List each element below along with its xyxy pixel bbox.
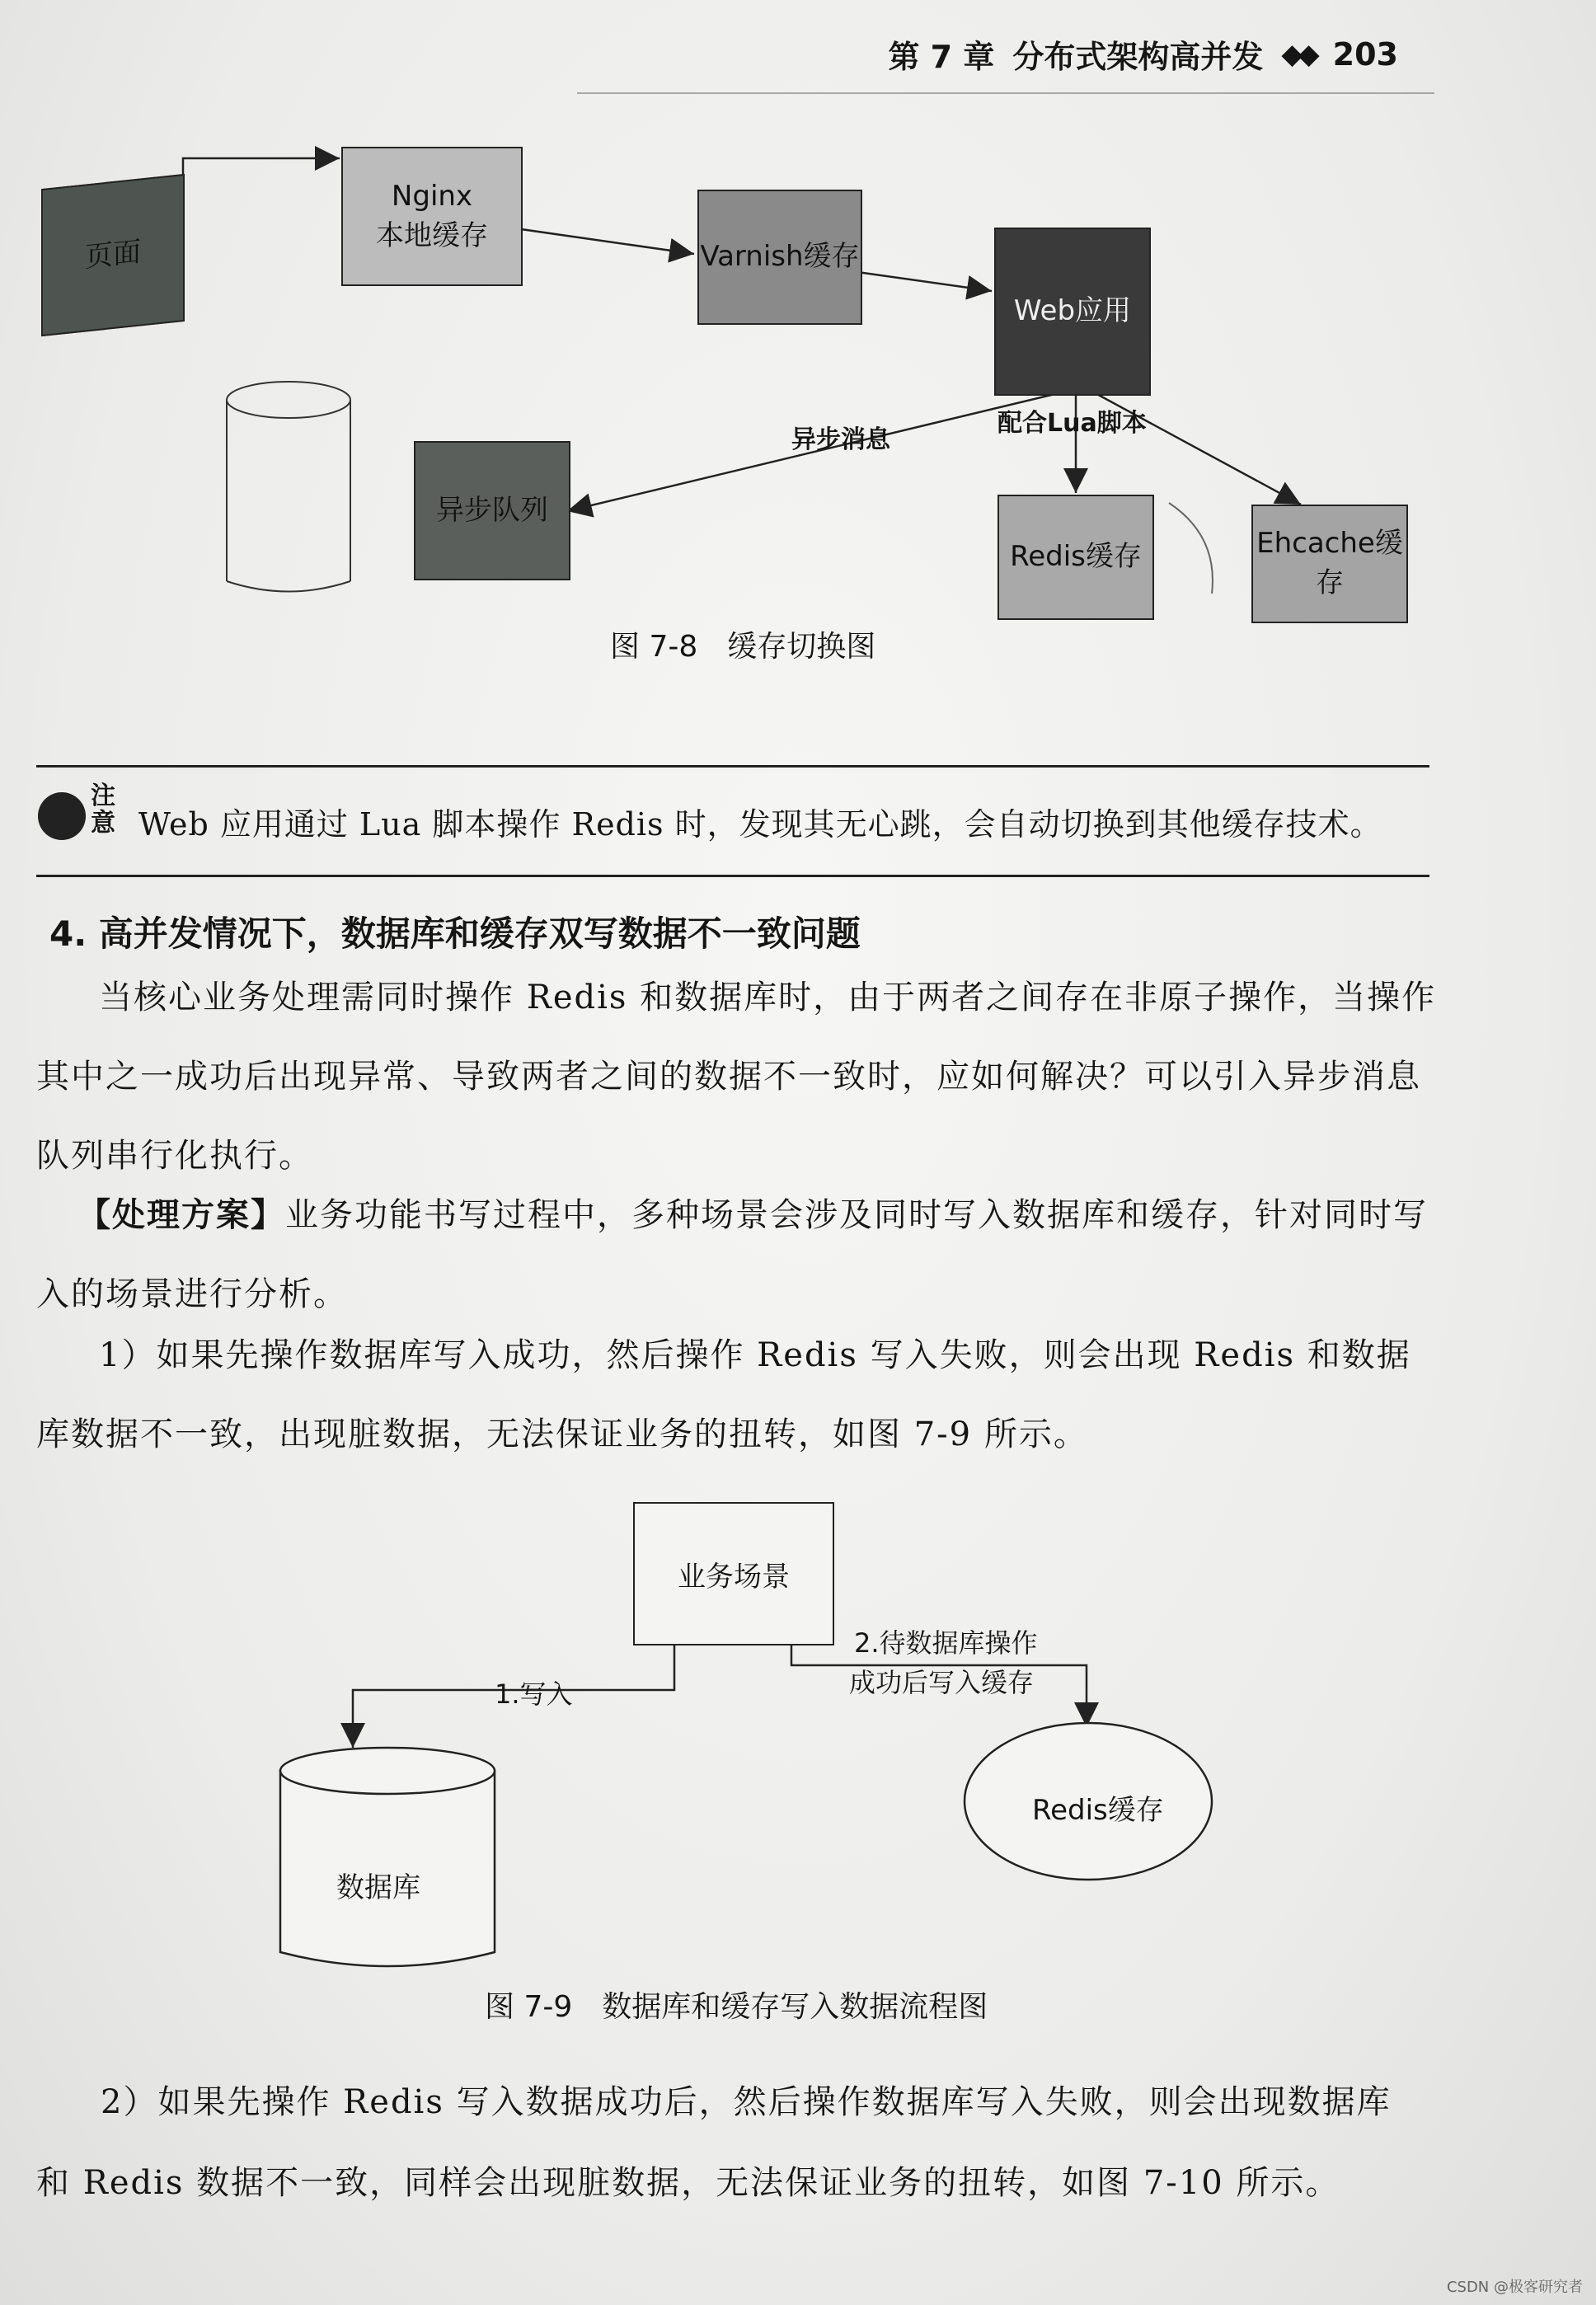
item-2-line-2: 和 Redis 数据不一致，同样会出现脏数据，无法保证业务的扭转，如图 7-10 所示。 xyxy=(36,2164,1340,2202)
watermark: CSDN @极客研究者 xyxy=(1446,2279,1583,2296)
note-icon xyxy=(38,792,86,840)
item-2-line-1: 2）如果先操作 Redis 写入数据成功后，然后操作数据库写入失败，则会出现数据库 xyxy=(101,2083,1392,2121)
edge-label-write: 1.写入 xyxy=(495,1678,573,1710)
edge-label-async-message: 异步消息 xyxy=(791,425,890,454)
section-paragraph-1: 当核心业务处理需同时操作 Redis 和数据库时，由于两者之间存在非原子操作，当操作其中之一成功后出现异常、导致两者之间的数据不一致时，应如何解决？可以引入异步消息队列串行化执行。 xyxy=(36,979,1437,1175)
redis-cache-node: Redis缓存 xyxy=(998,495,1154,620)
page-node: 页面 xyxy=(41,174,185,336)
figure-7-9-caption: 图 7-9 数据库和缓存写入数据流程图 xyxy=(485,1990,988,2024)
edge-label-after-db-1: 2.待数据库操作 xyxy=(854,1627,1038,1659)
page-number: 203 xyxy=(1332,35,1398,73)
web-app-node: Web应用 xyxy=(994,228,1151,396)
edge-label-after-db-2: 成功后写入缓存 xyxy=(849,1667,1035,1698)
chapter-label: 第 7 章 xyxy=(888,39,995,75)
diamond-ornament-icon: ◆◆ xyxy=(1281,37,1315,71)
note-text: Web 应用通过 Lua 脚本操作 Redis 时，发现其无心跳，会自动切换到其他缓存技术。 xyxy=(138,806,1382,843)
item-1-paragraph: 1）如果先操作数据库写入成功，然后操作 Redis 写入失败，则会出现 Redis 和数据库数据不一致，出现脏数据，无法保证业务的扭转，如图 7-9 所示。 xyxy=(36,1336,1411,1453)
ehcache-node: Ehcache缓存 xyxy=(1251,505,1408,623)
async-queue-node: 异步队列 xyxy=(414,441,570,580)
solution-label: 【处理方案】 xyxy=(77,1196,285,1234)
redis-node-label: Redis缓存 xyxy=(1032,1794,1164,1827)
figure-7-8-caption: 图 7-8 缓存切换图 xyxy=(610,630,876,664)
section-title: 分布式架构高并发 xyxy=(1012,39,1264,75)
edge-label-lua-script: 配合Lua脚本 xyxy=(998,409,1147,438)
note-box xyxy=(36,765,1429,877)
solution-paragraph xyxy=(36,1176,1438,1334)
database-node-label: 数据库 xyxy=(336,1871,420,1904)
note-label: 注意 xyxy=(91,782,115,838)
solution-text: 业务功能书写过程中，多种场景会涉及同时写入数据库和缓存，针对同时写入的场景进行分析。 xyxy=(36,1196,1428,1313)
section-heading: 4. 高并发情况下，数据库和缓存双写数据不一致问题 xyxy=(49,913,861,954)
varnish-cache-node: Varnish缓存 xyxy=(697,190,862,325)
business-scenario-node: 业务场景 xyxy=(633,1502,834,1645)
nginx-cache-node: Nginx 本地缓存 xyxy=(341,147,523,286)
